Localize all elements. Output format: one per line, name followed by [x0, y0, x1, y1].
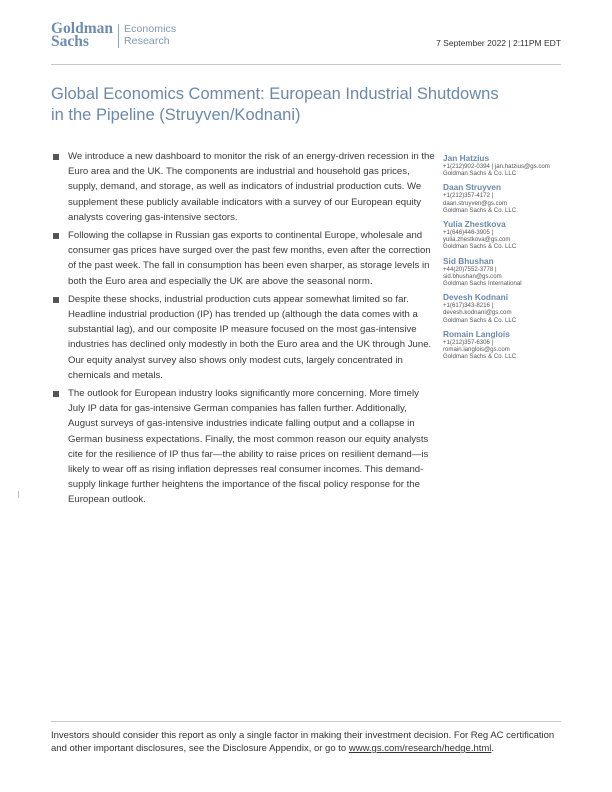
- division-line-2: Research: [124, 35, 170, 47]
- author-name: Jan Hatzius: [443, 153, 490, 163]
- logo-line-1: Goldman: [51, 20, 114, 37]
- author-email[interactable]: devesh.kodnani@gs.com: [443, 309, 512, 317]
- division-name: [124, 23, 176, 47]
- division-line-1: Economics: [124, 23, 177, 35]
- author-card: [443, 329, 568, 361]
- header-divider: [51, 64, 561, 65]
- author-name: Devesh Kodnani: [443, 292, 509, 303]
- author-card: [443, 153, 568, 177]
- author-phone: +44(20)7552-3778 |: [443, 265, 497, 273]
- disclosure-text: Investors should consider this report as only a single factor in making their investment decision. For Reg AC certification and other important disclosures, see the Disclosure Appendix, or go to: [51, 730, 555, 754]
- author-contact: +1(212)902-0394 | jan.hatzius@gs.com: [443, 163, 550, 170]
- author-name: Daan Struyven: [443, 182, 502, 193]
- author-email[interactable]: daan.struyven@gs.com: [443, 199, 508, 207]
- author-email[interactable]: sid.bhushan@gs.com: [443, 272, 502, 280]
- author-company: Goldman Sachs & Co. LLC: [443, 316, 517, 324]
- author-company: Goldman Sachs International: [443, 280, 522, 288]
- summary-bullet: The outlook for European industry looks significantly more concerning. More timely July IP data for gas-intensive German companies has fallen further. Additionally, August surveys of gas-intensive industries indicate falling output and a collapse in German business expectations. Finally, the most common reason our equity analysts cite for the resilience of IP thus far—the ability to raise prices on resilient demand—is likely to wear off as rising inflation depresses real consumer incomes. This demand-supply linkage further heightens the importance of the fiscal policy response for the European outlook.: [51, 386, 436, 508]
- report-header: [51, 21, 561, 51]
- summary-bullet: We introduce a new dashboard to monitor the risk of an energy-driven recession in the Euro area and the UK. The components are industrial and household gas prices, supply, demand, and storage, as well as indicators of industrial production cuts. We supplement these publicly available indicators with a survey of our European equity analysts covering gas-intensive sectors.: [51, 149, 436, 225]
- publication-date: 7 September 2022 | 2:11PM EDT: [436, 38, 561, 48]
- summary-bullet: Following the collapse in Russian gas exports to continental Europe, wholesale and consumer gas prices have surged over the past few months, even after the correction of the past week. The fall in consumption has been even sharper, as storage levels in both the Euro area and especially the UK are above the seasonal norm.: [51, 228, 436, 289]
- margin-mark: [18, 491, 19, 498]
- report-title: Global Economics Comment: European Industrial Shutdowns in the Pipeline (Struyven/Kodnani): [51, 85, 499, 124]
- author-phone: +1(212)357-6306 |: [443, 338, 494, 346]
- author-email[interactable]: yulia.zhestkova@gs.com: [443, 236, 511, 244]
- author-card: [443, 256, 568, 288]
- author-list: [443, 153, 568, 365]
- author-card: [443, 219, 568, 251]
- author-name: Yulia Zhestkova: [443, 219, 506, 230]
- author-company: Goldman Sachs & Co. LLC: [443, 353, 517, 361]
- logo-divider: [118, 24, 119, 48]
- author-company: Goldman Sachs & Co. LLC: [443, 243, 517, 251]
- disclosure-footer: [51, 729, 561, 755]
- author-name: Sid Bhushan: [443, 255, 494, 266]
- disclosure-end: .: [491, 743, 495, 754]
- footer-divider: [51, 721, 561, 722]
- author-phone: +1(617)343-8216 |: [443, 302, 494, 310]
- author-card: [443, 182, 568, 214]
- disclosure-link[interactable]: www.gs.com/research/hedge.html: [348, 743, 492, 754]
- author-name: Romain Langlois: [443, 328, 510, 339]
- author-company: Goldman Sachs & Co. LLC: [443, 206, 517, 214]
- author-email[interactable]: romain.langlois@gs.com: [443, 346, 510, 354]
- author-phone: +1(646)446-3905 |: [443, 229, 494, 237]
- author-company: Goldman Sachs & Co. LLC: [443, 170, 517, 178]
- goldman-sachs-logo: [51, 22, 113, 48]
- logo-line-2: Sachs: [51, 33, 89, 50]
- author-card: [443, 292, 568, 324]
- author-phone: +1(212)357-4172 |: [443, 192, 494, 200]
- summary-bullets: [51, 149, 436, 511]
- summary-bullet: Despite these shocks, industrial production cuts appear somewhat limited so far. Headline industrial production (IP) has trended up (although the data comes with a substantial lag), and our composite IP measure focused on the most gas-intensive industries has declined only modestly in both the Euro area and the UK through June. Our equity analyst survey also shows only modest cuts, largely concentrated in chemicals and metals.: [51, 292, 436, 383]
